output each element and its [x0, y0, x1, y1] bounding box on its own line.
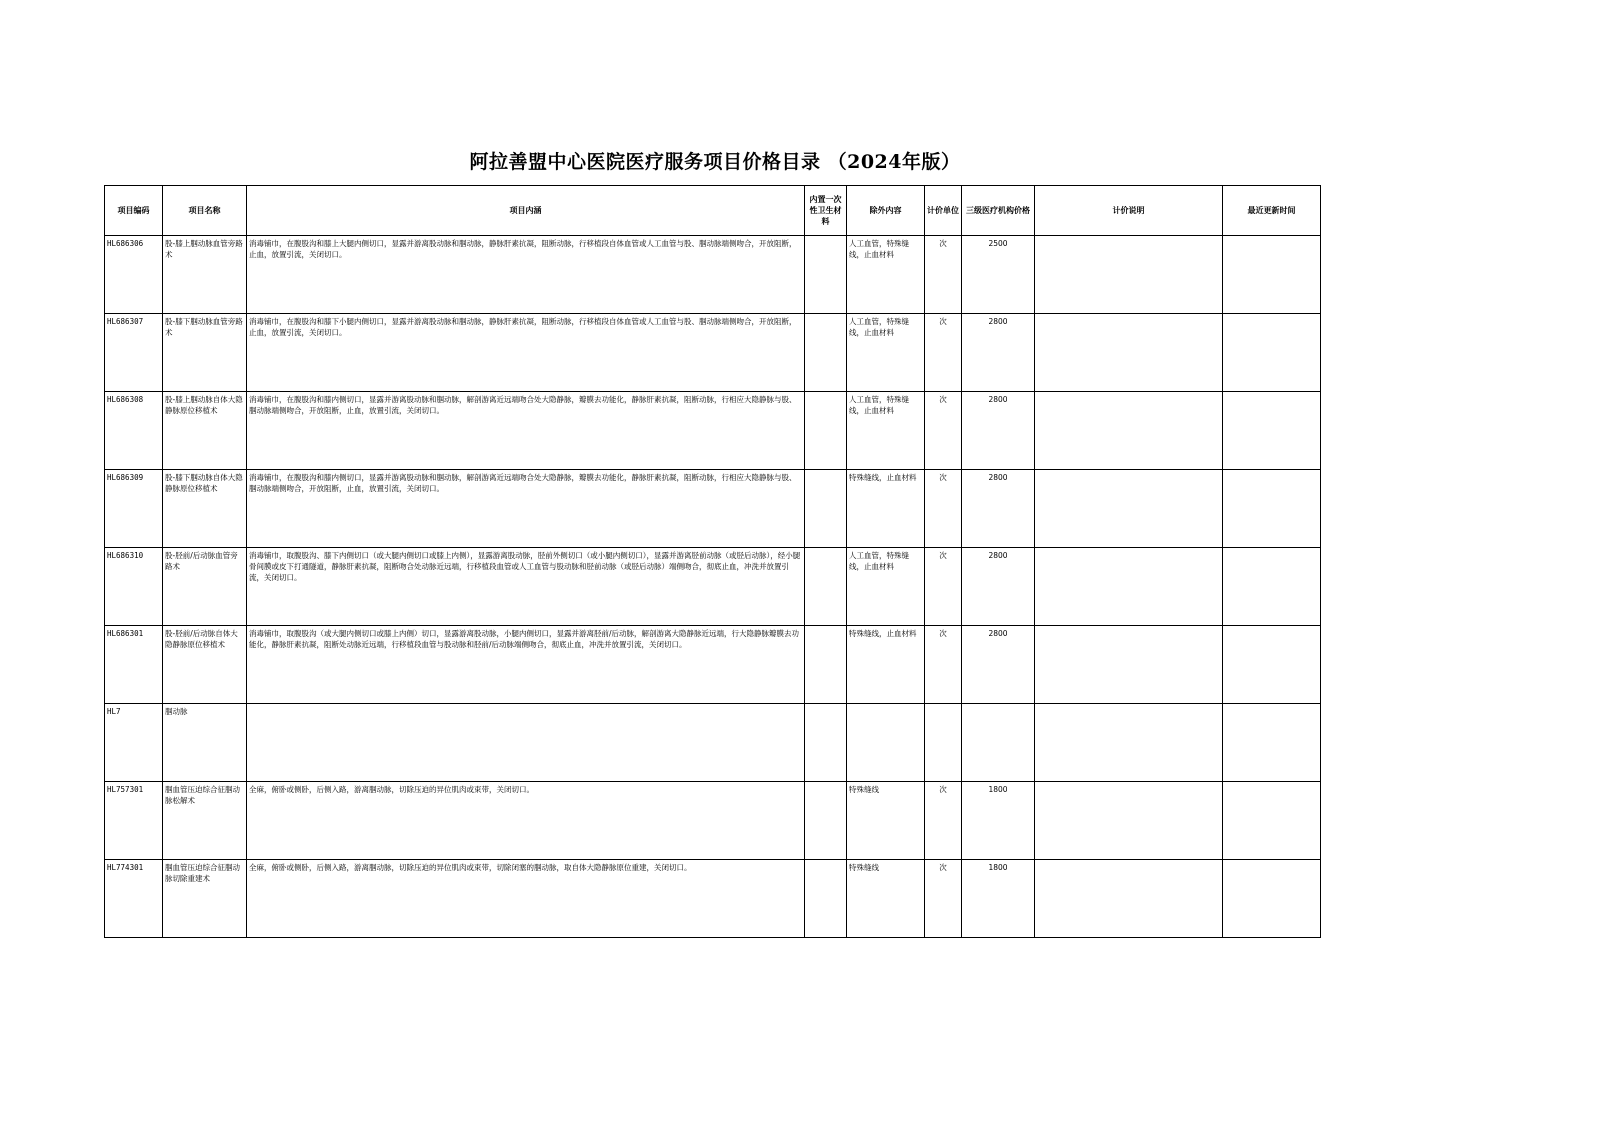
cell-unit: 次 — [925, 314, 962, 392]
cell-unit: 次 — [925, 860, 962, 938]
price-table — [104, 185, 1321, 938]
cell-price: 2800 — [962, 548, 1035, 626]
cell-disposable — [805, 704, 847, 782]
cell-disposable — [805, 392, 847, 470]
cell-content: 消毒铺巾，在腹股沟和膝上大腿内侧切口，显露并游离股动脉和腘动脉，静脉肝素抗凝，阻断动脉，行移植段自体血管或人工血管与股、腘动脉端侧吻合，开放阻断，止血，放置引流，关闭切口。 — [247, 236, 805, 314]
cell-note — [1035, 626, 1223, 704]
cell-updated — [1223, 314, 1321, 392]
cell-unit: 次 — [925, 626, 962, 704]
cell-updated — [1223, 392, 1321, 470]
cell-updated — [1223, 860, 1321, 938]
header-unit: 计价单位 — [925, 186, 962, 236]
cell-unit — [925, 704, 962, 782]
header-name: 项目名称 — [163, 186, 247, 236]
cell-name: 股-胫前/后动脉自体大隐静脉原位移植术 — [163, 626, 247, 704]
cell-updated — [1223, 548, 1321, 626]
cell-content: 消毒铺巾，在腹股沟和膝下小腿内侧切口，显露并游离股动脉和腘动脉，静脉肝素抗凝，阻断动脉，行移植段自体血管或人工血管与股、腘动脉端侧吻合，开放阻断，止血，放置引流，关闭切口。 — [247, 314, 805, 392]
header-row — [105, 186, 1321, 236]
cell-content: 消毒铺巾，取腹股沟、膝下内侧切口（或大腿内侧切口或膝上内侧），显露游离股动脉，胫前外侧切口（或小腿内侧切口），显露并游离胫前动脉（或胫后动脉），经小腿骨间膜或皮下打通隧道，静脉肝素抗凝，阻断吻合处动脉近远端，行移植段血管或人工血管与股动脉和胫前动脉（或胫后动脉）端侧吻合，彻底止血，冲洗并放置引流，关闭切口。 — [247, 548, 805, 626]
cell-excluded: 人工血管，特殊缝线，止血材料 — [847, 236, 925, 314]
cell-note — [1035, 392, 1223, 470]
cell-content: 全麻，俯卧或侧卧，后侧入路，游离腘动脉，切除压迫的异位肌肉或束带，切除闭塞的腘动脉，取自体大隐静脉原位重建，关闭切口。 — [247, 860, 805, 938]
cell-note — [1035, 236, 1223, 314]
cell-name: 股-膝下腘动脉血管旁路术 — [163, 314, 247, 392]
table-row — [105, 470, 1321, 548]
cell-content: 全麻，俯卧或侧卧，后侧入路，游离腘动脉，切除压迫的异位肌肉或束带，关闭切口。 — [247, 782, 805, 860]
cell-updated — [1223, 626, 1321, 704]
cell-price: 2800 — [962, 392, 1035, 470]
header-updated: 最近更新时间 — [1223, 186, 1321, 236]
cell-content: 消毒铺巾，在腹股沟和膝内侧切口，显露并游离股动脉和腘动脉，解剖游离近远端吻合处大隐静脉，瓣膜去功能化，静脉肝素抗凝，阻断动脉，行相应大隐静脉与股、腘动脉端侧吻合，开放阻断，止血，放置引流，关闭切口。 — [247, 392, 805, 470]
table-row — [105, 626, 1321, 704]
cell-name: 股-膝下腘动脉自体大隐静脉原位移植术 — [163, 470, 247, 548]
cell-excluded: 人工血管，特殊缝线，止血材料 — [847, 392, 925, 470]
header-price: 三级医疗机构价格 — [962, 186, 1035, 236]
cell-content: 消毒铺巾，取腹股沟（或大腿内侧切口或膝上内侧）切口，显露游离股动脉，小腿内侧切口，显露并游离胫前/后动脉，解剖游离大隐静脉近远端，行大隐静脉瓣膜去功能化，静脉肝素抗凝，阻断处动脉近远端，行移植段血管与股动脉和胫前/后动脉端侧吻合，彻底止血，冲洗并放置引流，关闭切口。 — [247, 626, 805, 704]
cell-price: 2500 — [962, 236, 1035, 314]
cell-name: 腘血管压迫综合征腘动脉松解术 — [163, 782, 247, 860]
cell-disposable — [805, 548, 847, 626]
cell-code: HL686310 — [105, 548, 163, 626]
cell-disposable — [805, 470, 847, 548]
cell-excluded: 特殊缝线 — [847, 860, 925, 938]
cell-name: 腘血管压迫综合征腘动脉切除重建术 — [163, 860, 247, 938]
table-row — [105, 548, 1321, 626]
cell-updated — [1223, 782, 1321, 860]
table-row — [105, 704, 1321, 782]
header-disposable: 内置一次性卫生材料 — [805, 186, 847, 236]
table-row — [105, 392, 1321, 470]
cell-code: HL7 — [105, 704, 163, 782]
cell-disposable — [805, 626, 847, 704]
cell-excluded: 人工血管，特殊缝线，止血材料 — [847, 314, 925, 392]
cell-code: HL686307 — [105, 314, 163, 392]
cell-disposable — [805, 314, 847, 392]
cell-disposable — [805, 236, 847, 314]
cell-unit: 次 — [925, 470, 962, 548]
cell-name: 股-胫前/后动脉血管旁路术 — [163, 548, 247, 626]
cell-updated — [1223, 470, 1321, 548]
cell-price: 2800 — [962, 626, 1035, 704]
cell-excluded — [847, 704, 925, 782]
cell-note — [1035, 782, 1223, 860]
cell-code: HL686301 — [105, 626, 163, 704]
cell-price: 2800 — [962, 314, 1035, 392]
cell-updated — [1223, 236, 1321, 314]
cell-name: 股-膝上腘动脉自体大隐静脉原位移植术 — [163, 392, 247, 470]
header-content: 项目内涵 — [247, 186, 805, 236]
cell-price — [962, 704, 1035, 782]
cell-code: HL686309 — [105, 470, 163, 548]
cell-unit: 次 — [925, 392, 962, 470]
table-row — [105, 314, 1321, 392]
cell-note — [1035, 314, 1223, 392]
cell-code: HL686306 — [105, 236, 163, 314]
cell-content — [247, 704, 805, 782]
cell-name: 腘动脉 — [163, 704, 247, 782]
cell-code: HL757301 — [105, 782, 163, 860]
header-note: 计价说明 — [1035, 186, 1223, 236]
cell-excluded: 特殊缝线，止血材料 — [847, 470, 925, 548]
cell-disposable — [805, 860, 847, 938]
cell-price: 1800 — [962, 782, 1035, 860]
cell-price: 2800 — [962, 470, 1035, 548]
cell-unit: 次 — [925, 236, 962, 314]
cell-note — [1035, 860, 1223, 938]
cell-price: 1800 — [962, 860, 1035, 938]
cell-excluded: 特殊缝线，止血材料 — [847, 626, 925, 704]
cell-updated — [1223, 704, 1321, 782]
cell-note — [1035, 470, 1223, 548]
table-row — [105, 860, 1321, 938]
cell-excluded: 人工血管，特殊缝线，止血材料 — [847, 548, 925, 626]
cell-code: HL774301 — [105, 860, 163, 938]
cell-note — [1035, 704, 1223, 782]
cell-code: HL686308 — [105, 392, 163, 470]
cell-name: 股-膝上腘动脉血管旁路术 — [163, 236, 247, 314]
table-row — [105, 236, 1321, 314]
header-code: 项目编码 — [105, 186, 163, 236]
cell-unit: 次 — [925, 782, 962, 860]
cell-unit: 次 — [925, 548, 962, 626]
table-row — [105, 782, 1321, 860]
cell-excluded: 特殊缝线 — [847, 782, 925, 860]
cell-content: 消毒铺巾，在腹股沟和膝内侧切口，显露并游离股动脉和腘动脉，解剖游离近远端吻合处大隐静脉，瓣膜去功能化，静脉肝素抗凝，阻断动脉，行相应大隐静脉与股、腘动脉端侧吻合，开放阻断，止血，放置引流，关闭切口。 — [247, 470, 805, 548]
header-excluded: 除外内容 — [847, 186, 925, 236]
cell-disposable — [805, 782, 847, 860]
document-title: 阿拉善盟中心医院医疗服务项目价格目录 （2024年版） — [469, 151, 961, 173]
cell-note — [1035, 548, 1223, 626]
